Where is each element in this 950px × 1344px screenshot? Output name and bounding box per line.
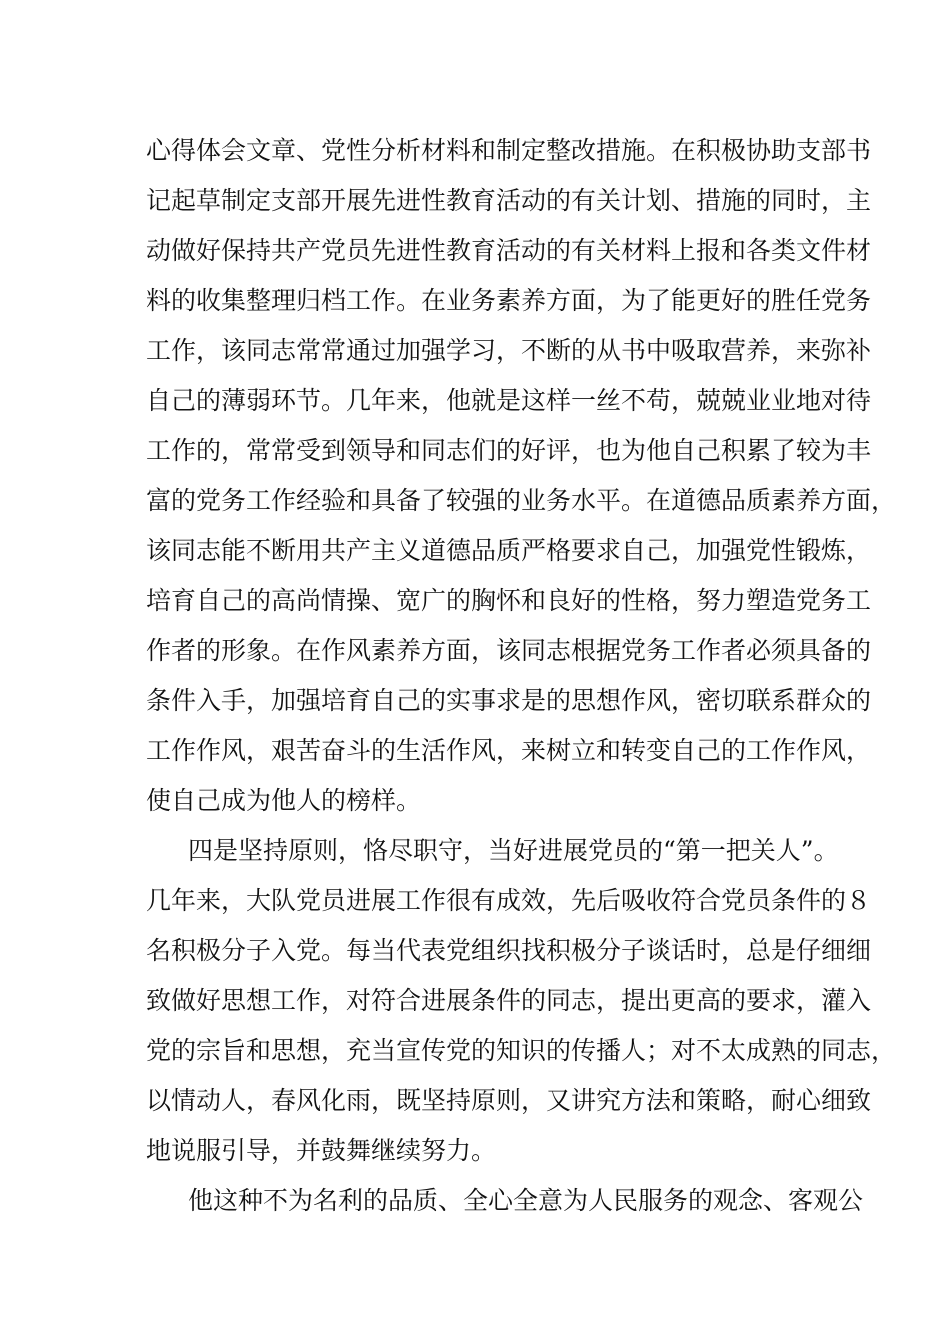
paragraph-line: 条件入手，加强培育自己的实事求是的思想作风，密切联系群众的 [146, 686, 872, 715]
paragraph-line: 自己的薄弱环节。几年来，他就是这样一丝不苟，兢兢业业地对待 [146, 386, 872, 415]
paragraph-line: 致做好思想工作，对符合进展条件的同志，提出更高的要求，灌入 [146, 986, 872, 1015]
paragraph-line: 几年来，大队党员进展工作很有成效，先后吸收符合党员条件的８ [146, 886, 872, 915]
paragraph-line: 使自己成为他人的榜样。 [146, 786, 422, 815]
paragraph-line: 以情动人，春风化雨，既坚持原则，又讲究方法和策略，耐心细致 [146, 1086, 872, 1115]
paragraph-line: 培育自己的高尚情操、宽广的胸怀和良好的性格，努力塑造党务工 [146, 586, 872, 615]
paragraph-line: 地说服引导，并鼓舞继续努力。 [146, 1136, 497, 1165]
paragraph-line: 料的收集整理归档工作。在业务素养方面，为了能更好的胜任党务 [146, 286, 872, 315]
paragraph-first-line: 四是坚持原则，恪尽职守，当好进展党员的“第一把关人”。 [188, 836, 839, 865]
paragraph-line: 动做好保持共产党员先进性教育活动的有关材料上报和各类文件材 [146, 236, 872, 265]
paragraph-line: 工作作风，艰苦奋斗的生活作风，来树立和转变自己的工作作风， [146, 736, 872, 765]
paragraph-first-line: 他这种不为名利的品质、全心全意为人民服务的观念、客观公 [188, 1186, 864, 1215]
paragraph-line: 工作的，常常受到领导和同志们的好评，也为他自己积累了较为丰 [146, 436, 872, 465]
paragraph-line: 心得体会文章、党性分析材料和制定整改措施。在积极协助支部书 [146, 136, 872, 165]
paragraph-line: 富的党务工作经验和具备了较强的业务水平。在道德品质素养方面， [146, 486, 897, 515]
paragraph-line: 作者的形象。在作风素养方面，该同志根据党务工作者必须具备的 [146, 636, 872, 665]
paragraph-line: 记起草制定支部开展先进性教育活动的有关计划、措施的同时，主 [146, 186, 872, 215]
paragraph-line: 工作，该同志常常通过加强学习，不断的从书中吸取营养，来弥补 [146, 336, 872, 365]
paragraph-line: 党的宗旨和思想，充当宣传党的知识的传播人；对不太成熟的同志， [146, 1036, 897, 1065]
paragraph-line: 该同志能不断用共产主义道德品质严格要求自己，加强党性锻炼， [146, 536, 872, 565]
paragraph-line: 名积极分子入党。每当代表党组织找积极分子谈话时，总是仔细细 [146, 936, 872, 965]
